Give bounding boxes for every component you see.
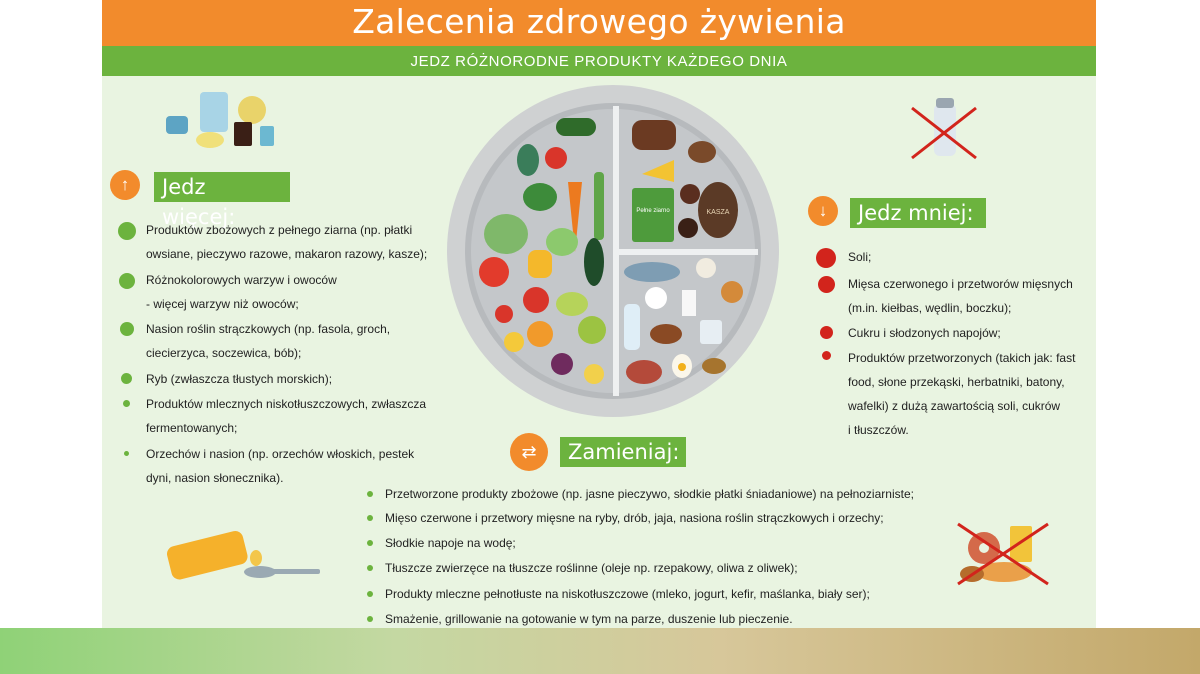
eat-less-line: Mięsa czerwonego i przetworów mięsnych bbox=[848, 277, 1073, 291]
eat-less-line: Produktów przetworzonych (takich jak: fast bbox=[848, 351, 1076, 365]
bread-icon bbox=[632, 120, 676, 150]
eat-less-item bbox=[848, 272, 1073, 320]
tumbler-icon bbox=[260, 126, 274, 146]
eat-less-heading: Jedz mniej: bbox=[850, 198, 986, 228]
bullet-dot bbox=[367, 491, 373, 497]
eat-more-line: Nasion roślin strączkowych (np. fasola, groch, bbox=[146, 322, 391, 336]
cheese-ball-icon bbox=[645, 287, 667, 309]
replace-item: Tłuszcze zwierzęce na tłuszcze roślinne (oleje np. rzepakowy, oliwa z oliwek); bbox=[385, 561, 798, 575]
eat-more-line: Ryb (zwłaszcza tłustych morskich); bbox=[146, 372, 333, 386]
eat-less-item bbox=[848, 321, 1001, 345]
coffee-beans-icon bbox=[678, 218, 698, 238]
bullet-dot bbox=[123, 400, 130, 407]
pepper-red-icon bbox=[479, 257, 509, 287]
muffin-icon bbox=[688, 141, 716, 163]
replace-heading: Zamieniaj: bbox=[560, 437, 686, 467]
eat-more-item bbox=[146, 218, 427, 266]
bullet-dot bbox=[367, 616, 373, 622]
arrow-down-icon: ↓ bbox=[808, 196, 838, 226]
apple-icon bbox=[523, 287, 549, 313]
decorative-footer-bar bbox=[0, 628, 1200, 674]
bullet-dot bbox=[120, 322, 134, 336]
cup-icon bbox=[166, 116, 188, 134]
garlic-icon bbox=[696, 258, 716, 278]
eat-more-line: Orzechów i nasion (np. orzechów włoskich, pestek bbox=[146, 447, 415, 461]
cucumber-icon bbox=[556, 118, 596, 136]
eat-more-item bbox=[146, 317, 390, 365]
page-subtitle: JEDZ RÓŻNORODNE PRODUKTY KAŻDEGO DNIA bbox=[410, 53, 788, 70]
replace-item: Słodkie napoje na wodę; bbox=[385, 536, 516, 550]
bullet-dot bbox=[820, 326, 833, 339]
water-bottle-icon bbox=[624, 304, 640, 350]
junk-food-crossed-illustration bbox=[954, 512, 1054, 592]
jug-icon bbox=[200, 92, 228, 132]
infographic-poster bbox=[102, 0, 1096, 628]
bullet-dot bbox=[367, 591, 373, 597]
eat-less-item bbox=[848, 346, 1075, 442]
eat-more-heading: Jedz więcej: bbox=[154, 172, 290, 202]
grain-sack-label: KASZA bbox=[706, 209, 730, 216]
drinks-illustration bbox=[164, 86, 284, 152]
eat-more-line: Różnokolorowych warzyw i owoców bbox=[146, 273, 337, 287]
salt-crossed-illustration bbox=[910, 96, 980, 162]
bullet-dot bbox=[119, 273, 135, 289]
eggplant-icon bbox=[517, 144, 539, 176]
eat-less-line: food, słone przekąski, herbatniki, batony, bbox=[848, 375, 1065, 389]
bullet-dot bbox=[822, 351, 831, 360]
eat-more-line: - więcej warzyw niż owoców; bbox=[146, 297, 299, 311]
replace-item: Mięso czerwone i przetwory mięsne na ryby, drób, jaja, nasiona roślin strączkowych i orzechy; bbox=[385, 511, 884, 525]
bullet-dot bbox=[367, 565, 373, 571]
cabbage-icon bbox=[484, 214, 528, 254]
walnuts-icon bbox=[702, 358, 726, 374]
glass-icon bbox=[234, 122, 252, 146]
broccoli-icon bbox=[523, 183, 557, 211]
eat-more-line: Produktów mlecznych niskotłuszczowych, zwłaszcza bbox=[146, 397, 427, 411]
replace-item: Przetworzone produkty zbożowe (np. jasne pieczywo, słodkie płatki śniadaniowe) na pełnoziarniste; bbox=[385, 487, 914, 501]
eat-more-line: Produktów zbożowych z pełnego ziarna (np. płatki bbox=[146, 223, 413, 237]
oil-bottle-illustration bbox=[164, 520, 324, 584]
shaker-cap-icon bbox=[936, 98, 954, 108]
orange-icon bbox=[527, 321, 553, 347]
pepper-yellow-icon bbox=[528, 250, 552, 278]
bullet-dot bbox=[124, 451, 129, 456]
berries-icon bbox=[551, 353, 573, 375]
eat-less-line: i tłuszczów. bbox=[848, 423, 909, 437]
eat-more-line: owsiane, pieczywo razowe, makaron razowy, kasze); bbox=[146, 247, 428, 261]
eat-less-line: Cukru i słodzonych napojów; bbox=[848, 326, 1001, 340]
hazelnut-icon bbox=[680, 184, 700, 204]
grapes-icon bbox=[556, 292, 588, 316]
cereal-box-icon bbox=[632, 188, 674, 242]
oil-drop-icon bbox=[250, 550, 262, 566]
salt-shaker-icon bbox=[934, 104, 956, 156]
eat-less-line: Soli; bbox=[848, 250, 872, 264]
bullet-dot bbox=[121, 373, 132, 384]
lemon-icon bbox=[504, 332, 524, 352]
eat-more-item bbox=[146, 367, 332, 391]
spoon-icon bbox=[244, 566, 276, 578]
strawberry-icon bbox=[495, 305, 513, 323]
food-plate-illustration bbox=[444, 82, 782, 420]
bullet-dot bbox=[818, 276, 835, 293]
eat-more-line: ciecierzyca, soczewica, bób); bbox=[146, 346, 302, 360]
arrow-up-icon: ↑ bbox=[110, 170, 140, 200]
bullet-dot bbox=[118, 222, 136, 240]
eat-more-line: fermentowanych; bbox=[146, 421, 238, 435]
replace-item: Produkty mleczne pełnotłuste na niskotłuszczowe (mleko, jogurt, kefir, maślanka, biały ser); bbox=[385, 587, 870, 601]
pear-icon bbox=[578, 316, 606, 344]
banana-icon bbox=[584, 364, 604, 384]
tomato-icon bbox=[545, 147, 567, 169]
eat-less-line: (m.in. kiełbas, wędlin, boczku); bbox=[848, 301, 1012, 315]
meat-icon bbox=[626, 360, 662, 384]
fish-icon bbox=[624, 262, 680, 282]
leek-icon bbox=[594, 172, 604, 240]
spoon-handle-icon bbox=[272, 569, 320, 574]
zucchini-icon bbox=[584, 238, 604, 286]
yogurt-icon bbox=[700, 320, 722, 344]
eat-more-item bbox=[146, 442, 414, 490]
fries-icon bbox=[1010, 526, 1032, 562]
swap-arrows-icon: ⇄ bbox=[510, 433, 548, 471]
eat-less-line: wafelki) z dużą zawartością soli, cukrów bbox=[848, 399, 1061, 413]
lettuce-icon bbox=[546, 228, 578, 256]
beans-icon bbox=[650, 324, 682, 344]
milk-glass-icon bbox=[682, 290, 696, 316]
bullet-dot bbox=[367, 540, 373, 546]
lemon-slice-icon bbox=[196, 132, 224, 148]
replace-item: Smażenie, grillowanie na gotowanie w tym na parze, duszenie lub pieczenie. bbox=[385, 612, 793, 626]
bullet-dot bbox=[816, 248, 836, 268]
eat-less-item bbox=[848, 245, 871, 269]
cereal-box-label: Pełne ziarno bbox=[636, 208, 670, 214]
egg-yolk-icon bbox=[678, 363, 686, 371]
bullet-dot bbox=[367, 515, 373, 521]
eat-more-item bbox=[146, 268, 337, 316]
eat-more-line: dyni, nasion słonecznika). bbox=[146, 471, 284, 485]
teapot-icon bbox=[238, 96, 266, 124]
eat-more-item bbox=[146, 392, 426, 440]
page-title: Zalecenia zdrowego żywienia bbox=[352, 2, 846, 41]
chicken-leg-icon bbox=[721, 281, 743, 303]
oil-bottle-icon bbox=[165, 529, 249, 581]
